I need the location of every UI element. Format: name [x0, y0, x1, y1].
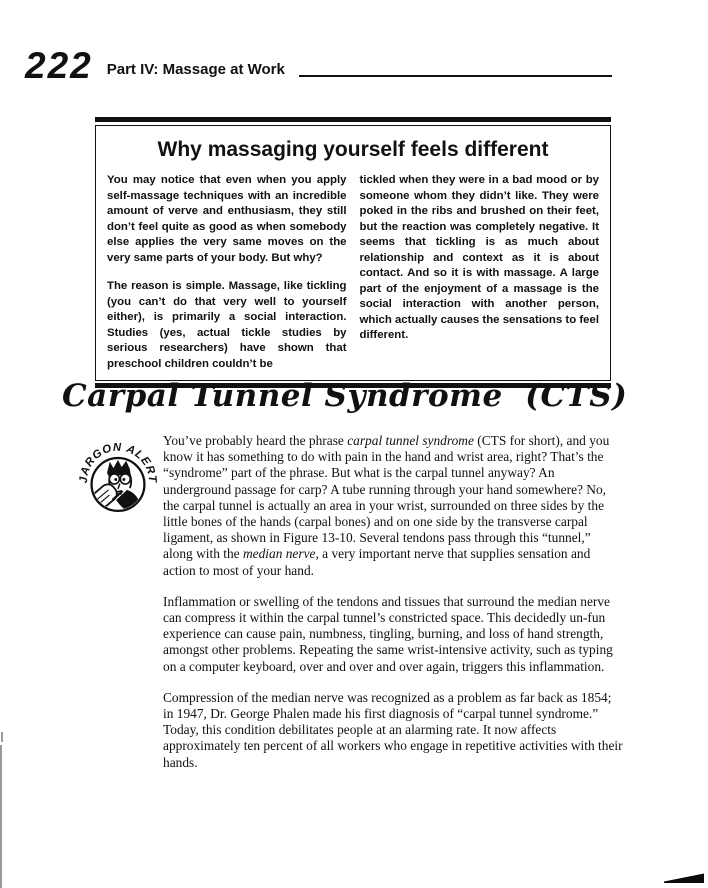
page-curl-mark — [664, 873, 704, 883]
jargon-alert-label: JARGON ALERT — [77, 441, 159, 484]
running-head: Part IV: Massage at Work — [106, 61, 285, 79]
page-header — [25, 45, 612, 86]
sidebar-column-right — [360, 173, 600, 372]
sidebar-column-left — [107, 173, 347, 372]
sidebar-box — [95, 117, 611, 388]
section-heading: Carpal Tunnel Syndrome (CTS) — [62, 378, 628, 414]
sidebar-paragraph: The reason is simple. Massage, like tickling (you can’t do that very well to yourself either), is primarily a social interaction. Studies (yes, actual tickle studies by serious researchers) have shown that preschool children couldn’t be — [107, 280, 347, 370]
sidebar-paragraph: tickled when they were in a bad mood or by someone whom they didn’t like. They were poked in the ribs and brushed on their feet, but the reaction was completely negative. It seems that tickling is as much about relationship and context as it is about contact. And so it is with massage. A large part of the enjoyment of a massage is the social interaction with another person, which actually causes the sensations to feel different. — [359, 174, 599, 341]
section-body — [163, 433, 623, 786]
sidebar-title: Why massaging yourself feels different — [157, 138, 549, 161]
body-paragraph: You’ve probably heard the phrase carpal tunnel syndrome (CTS for short), and you know it has something to do with pain in the hand and wrist area, right? That’s the “syndrome” part of the phrase. But what is the carpal tunnel anyway? An underground passage for carp? A tube running through your hand somewhere? No, the carpal tunnel is actually an area in your wrist, surrounded on three sides by the little bones of the hands (carpal bones) and on one side by the transverse carpal ligament, as shown in Figure 13-10. Several tendons pass through this “tunnel,” along with the median nerve, a very important nerve that supplies sensation and action to most of your hand. — [163, 433, 610, 578]
body-paragraph: Compression of the median nerve was recognized as a problem as far back as 1854; in 1947, Dr. George Phalen made his first diagnosis of “carpal tunnel syndrome.” Today, this condition debilitates people at an alarming rate. It now affects approximately ten percent of all workers who engage in repetitive activities with their hands. — [163, 689, 623, 770]
page-number: 222 — [25, 45, 93, 86]
body-paragraph: Inflammation or swelling of the tendons and tissues that surround the median nerve can compress it within the carpal tunnel’s constricted space. This decidedly un-fun experience can cause pain, numbness, tingling, burning, and loss of hand strength, amongst other problems. Repeating the same wrist-intensive activity, such as typing on a computer keyboard, over and over and over again, triggers this inflammation. — [163, 593, 613, 674]
sidebar-paragraph: You may notice that even when you apply self-massage techniques with an incredible amount of verve and enthusiasm, they still don’t feel quite as good as when somebody else applies the very same moves on the very same parts of your body. But why? — [107, 174, 347, 264]
scan-edge-line — [0, 745, 2, 888]
sidebar-columns — [107, 173, 599, 372]
sidebar-top-rule — [95, 117, 611, 122]
scan-edge-tick — [1, 732, 3, 742]
header-rule — [299, 75, 612, 77]
sidebar-body — [95, 125, 611, 381]
jargon-alert-badge — [77, 438, 159, 520]
jargon-alert-icon — [77, 438, 159, 520]
